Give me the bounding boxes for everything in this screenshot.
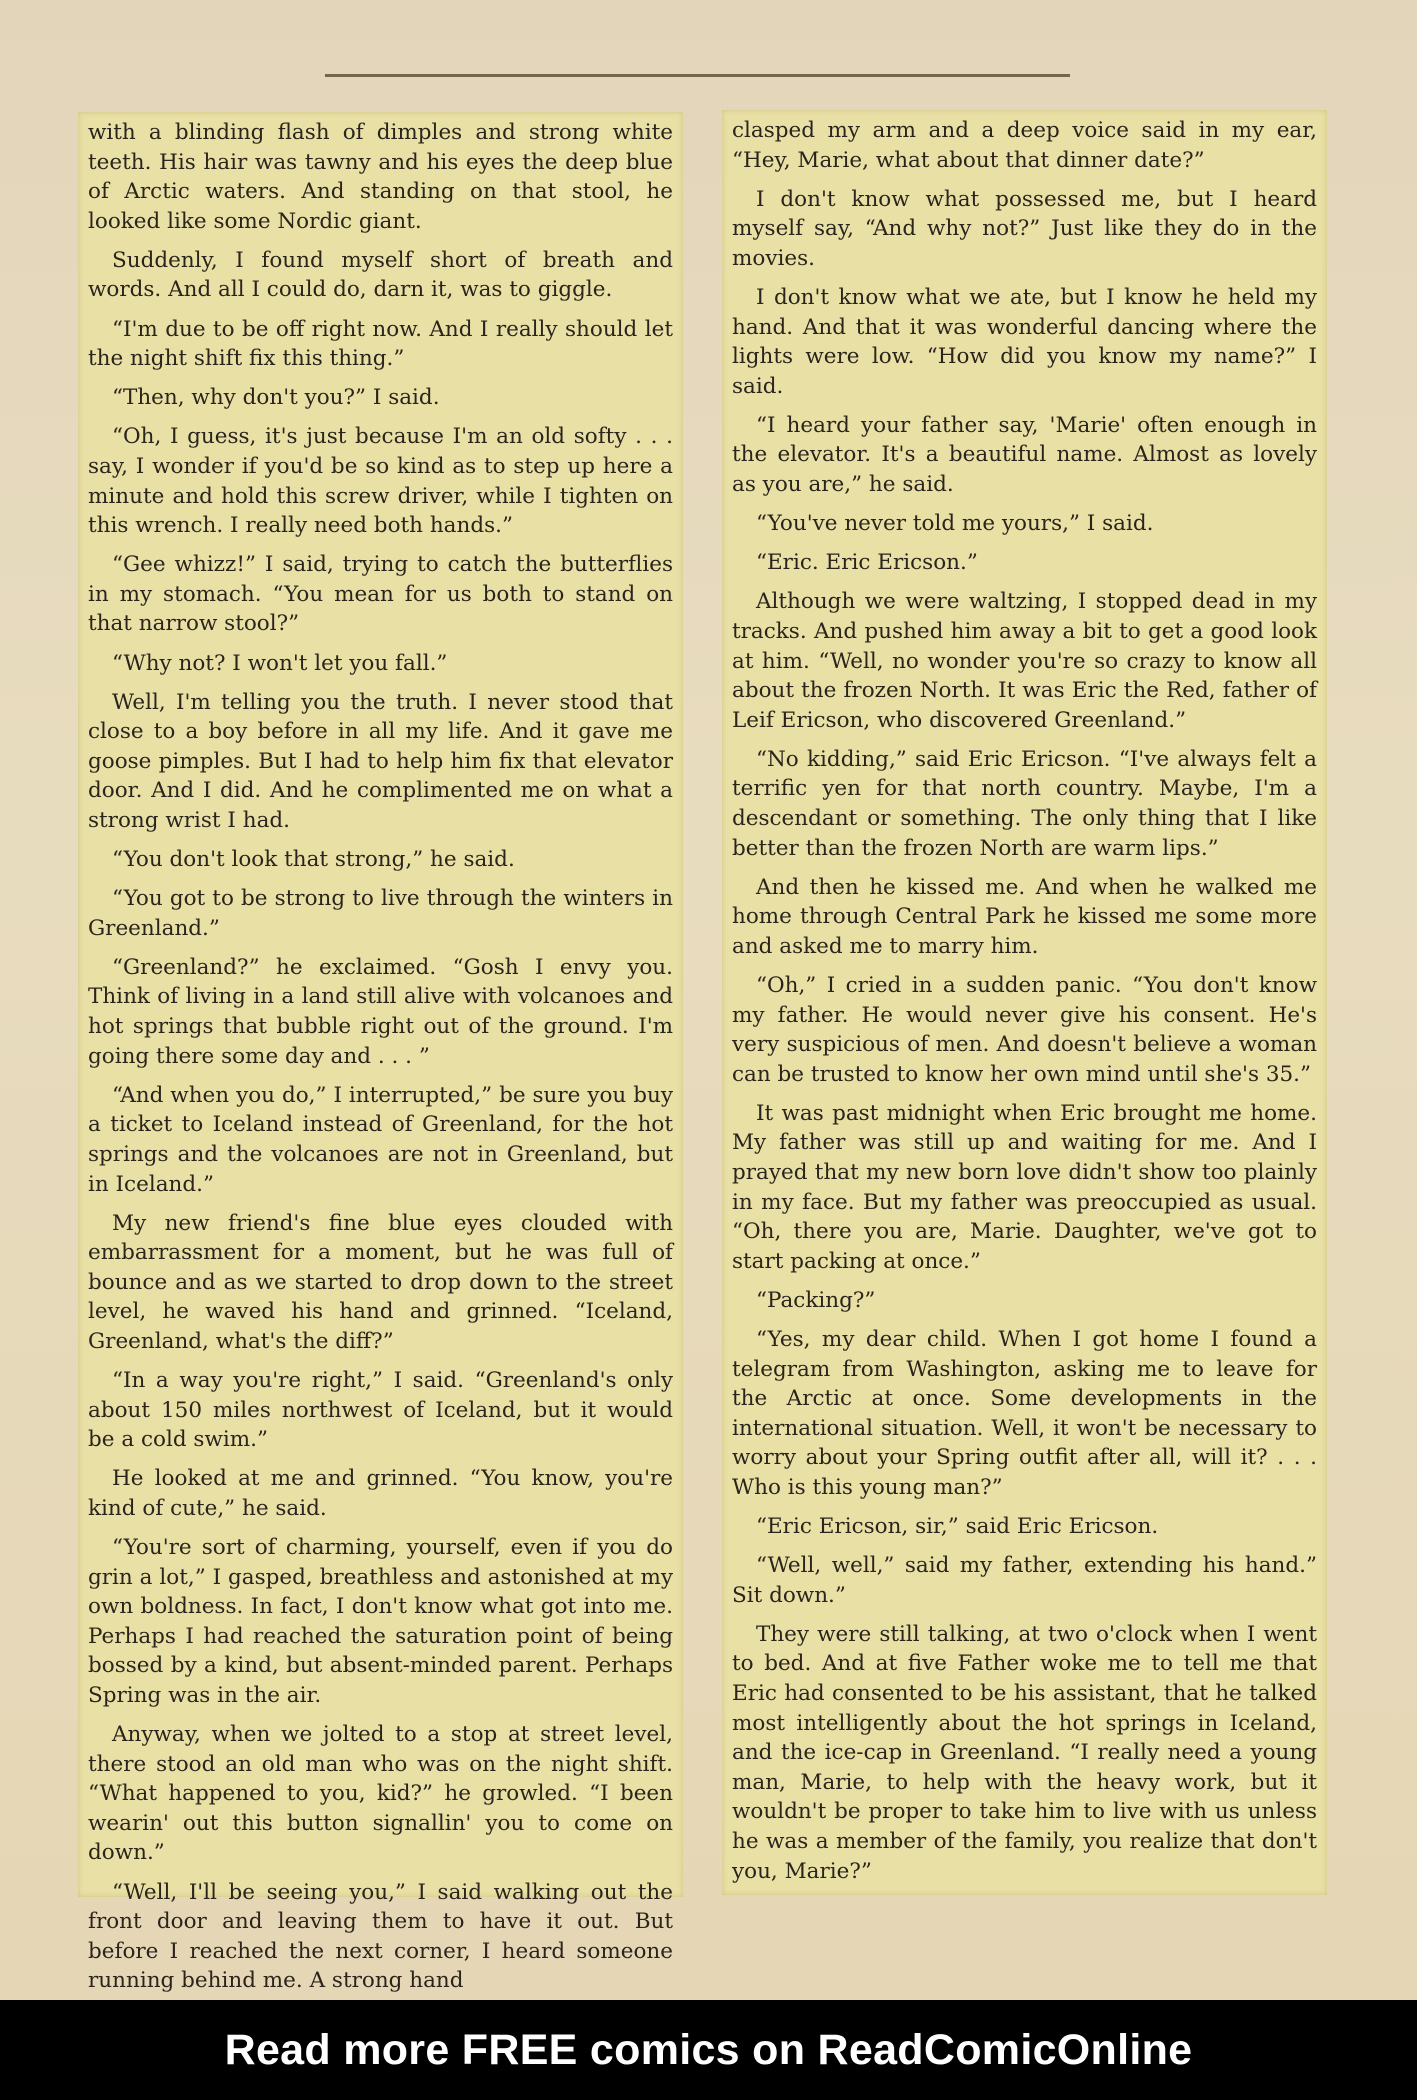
promo-footer-link[interactable]: Read more FREE comics on ReadComicOnline <box>224 2025 1193 2074</box>
left-text-column <box>78 112 683 1994</box>
paragraph: “Well, well,” said my father, extending his hand.” Sit down.” <box>732 1553 1317 1608</box>
paragraph: “I'm due to be off right now. And I really should let the night shift fix this thing.” <box>88 316 673 372</box>
paragraph: “You don't look that strong,” he said. <box>112 847 515 873</box>
right-text-column <box>722 110 1327 1895</box>
paragraph: Although we were waltzing, I stopped dead in my tracks. And pushed him away a bit to get a good look at him. “Well, no wonder you're so crazy to know all about the frozen North. It was Eric the Red, father of Leif Ericson, who discovered Greenland.” <box>732 589 1317 733</box>
paragraph: They were still talking, at two o'clock when I went to bed. And at five Father woke me to tell me that Eric had consented to be his assistant, that he talked most intelligently about the hot springs in Iceland, and the ice-cap in Greenland. “I really need a young man, Marie, to help with the heavy work, but it wouldn't be proper to take him to live with us unless he was a member of the family, you realize that don't you, Marie?” <box>732 1621 1317 1884</box>
top-divider-rule <box>325 74 1070 77</box>
paragraph: “Greenland?” he exclaimed. “Gosh I envy you. Think of living in a land still alive with volcanoes and hot springs that bubble right out of the ground. I'm going there some day and . . . ” <box>88 954 673 1069</box>
paragraph: “Packing?” <box>756 1287 876 1313</box>
paragraph: My new friend's fine blue eyes clouded with embarrassment for a moment, but he was full of bounce and as we started to drop down to the street level, he waved his hand and grinned. “Iceland, Greenland, what's the diff?” <box>88 1210 673 1354</box>
paragraph: “Why not? I won't let you fall.” <box>112 650 448 676</box>
paragraph: “Then, why don't you?” I said. <box>112 385 440 411</box>
paragraph: “Oh,” I cried in a sudden panic. “You don't know my father. He would never give his consent. He's very suspicious of men. And doesn't believe a woman can be trusted to know her own mind until she's 35.” <box>732 972 1317 1087</box>
paragraph: Suddenly, I found myself short of breath and words. And all I could do, darn it, was to giggle. <box>88 247 673 303</box>
paragraph: It was past midnight when Eric brought me home. My father was still up and waiting for me. And I prayed that my new born love didn't show too plainly in my face. But my father was preoccupied as usual. “Oh, there you are, Marie. Daughter, we've got to start packing at once.” <box>732 1100 1317 1274</box>
paragraph: “In a way you're right,” I said. “Greenland's only about 150 miles northwest of Iceland, but it would be a cold swim.” <box>88 1368 673 1453</box>
paragraph: “Eric Ericson, sir,” said Eric Ericson. <box>756 1514 1159 1540</box>
paragraph: “No kidding,” said Eric Ericson. “I've always felt a terrific yen for that north country. Maybe, I'm a descendant or something. The only thing that I like better than the frozen North are warm lips.” <box>732 746 1317 861</box>
paragraph: with a blinding flash of dimples and strong white teeth. His hair was tawny and his eyes the deep blue of Arctic waters. And standing on that stool, he looked like some Nordic giant. <box>88 120 673 234</box>
paragraph: He looked at me and grinned. “You know, you're kind of cute,” he said. <box>88 1466 673 1521</box>
paragraph: “Yes, my dear child. When I got home I found a telegram from Washington, asking me to leave for the Arctic at once. Some developments in the international situation. Well, it won't be necessary to worry about your Spring outfit after all, will it? . . . Who is this young man?” <box>732 1326 1317 1500</box>
paragraph: “Well, I'll be seeing you,” I said walking out the front door and leaving them to have it out. But before I reached the next corner, I heard someone running behind me. A strong hand <box>88 1879 673 1994</box>
paragraph: “Eric. Eric Ericson.” <box>756 550 978 576</box>
paragraph: “You've never told me yours,” I said. <box>756 511 1154 537</box>
promo-footer-banner <box>0 2000 1417 2100</box>
paragraph: “I heard your father say, 'Marie' often enough in the elevator. It's a beautiful name. Almost as lovely as you are,” he said. <box>732 412 1317 498</box>
paragraph: I don't know what possessed me, but I heard myself say, “And why not?” Just like they do in the movies. <box>732 186 1317 271</box>
paragraph: I don't know what we ate, but I know he held my hand. And that it was wonderful dancing where the lights were low. “How did you know my name?” I said. <box>732 284 1317 399</box>
paragraph: Well, I'm telling you the truth. I never stood that close to a boy before in all my life. And it gave me goose pimples. But I had to help him fix that elevator door. And I did. And he complimented me on what a strong wrist I had. <box>88 689 673 833</box>
paragraph: clasped my arm and a deep voice said in my ear, “Hey, Marie, what about that dinner date?” <box>732 118 1317 173</box>
paragraph: Anyway, when we jolted to a stop at street level, there stood an old man who was on the night shift. “What happened to you, kid?” he growled. “I been wearin' out this button signallin' you to come on down.” <box>88 1722 673 1866</box>
paragraph: “You're sort of charming, yourself, even if you do grin a lot,” I gasped, breathless and astonished at my own boldness. In fact, I don't know what got into me. Perhaps I had reached the saturation point of being bossed by a kind, but absent-minded parent. Perhaps Spring was in the air. <box>88 1535 673 1708</box>
paragraph: “You got to be strong to live through the winters in Greenland.” <box>88 886 673 941</box>
paragraph: “Gee whizz!” I said, trying to catch the butterflies in my stomach. “You mean for us both to stand on that narrow stool?” <box>88 552 673 637</box>
paragraph: “Oh, I guess, it's just because I'm an old softy . . . say, I wonder if you'd be so kind as to step up here a minute and hold this screw driver, while I tighten on this wrench. I really need both hands.” <box>88 424 673 539</box>
paragraph: “And when you do,” I interrupted,” be sure you buy a ticket to Iceland instead of Greenland, for the hot springs and the volcanoes are not in Greenland, but in Iceland.” <box>88 1082 673 1197</box>
paragraph: And then he kissed me. And when he walked me home through Central Park he kissed me some more and asked me to marry him. <box>732 874 1317 959</box>
